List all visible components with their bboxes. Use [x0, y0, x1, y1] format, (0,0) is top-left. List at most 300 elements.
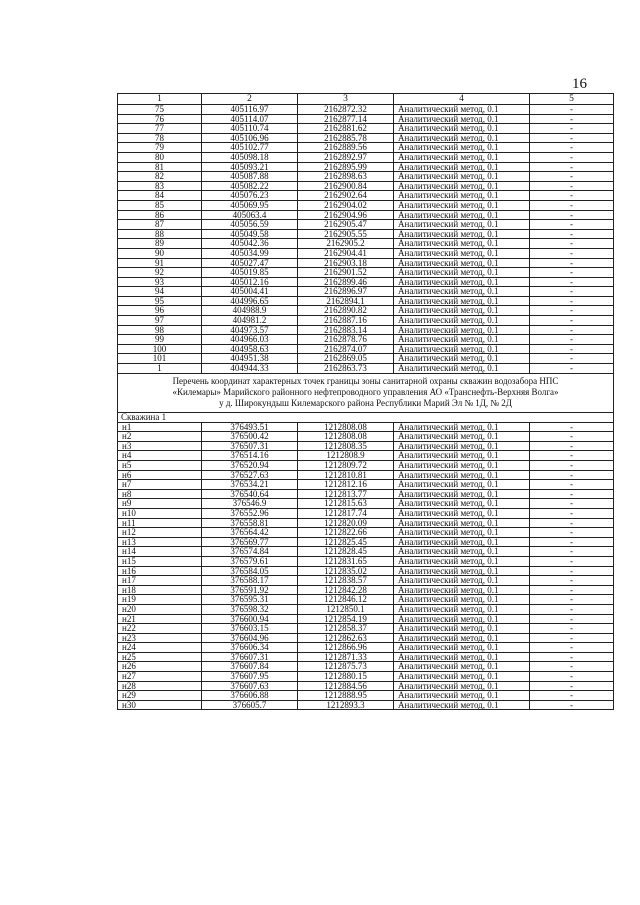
table-cell: - [530, 114, 614, 124]
table-cell: 405063.4 [202, 210, 298, 220]
table-cell: 1212846.12 [298, 595, 394, 605]
table-cell: н29 [118, 691, 202, 701]
table-cell: 86 [118, 210, 202, 220]
table-cell: - [530, 143, 614, 153]
table-cell: 405027.47 [202, 258, 298, 268]
table-cell: 98 [118, 325, 202, 335]
table-cell: - [530, 133, 614, 143]
table-cell: - [530, 210, 614, 220]
table-cell: - [530, 643, 614, 653]
table-row [118, 556, 614, 566]
table-cell: 2162903.18 [298, 258, 394, 268]
table-cell: 376534.21 [202, 480, 298, 490]
table-cell: 376558.81 [202, 518, 298, 528]
table-cell: 404966.03 [202, 335, 298, 345]
table-row [118, 480, 614, 490]
table-cell: 405056.59 [202, 220, 298, 230]
table-row [118, 248, 614, 258]
table-cell: 81 [118, 162, 202, 172]
table-row [118, 220, 614, 230]
table-cell: 1212815.63 [298, 499, 394, 509]
table-cell: 1212825.45 [298, 537, 394, 547]
table-cell: н8 [118, 489, 202, 499]
table-cell: н26 [118, 662, 202, 672]
table-cell: - [530, 239, 614, 249]
table-cell: 2162900.84 [298, 181, 394, 191]
table-row [118, 604, 614, 614]
table-cell: - [530, 672, 614, 682]
table-cell: 2162877.14 [298, 114, 394, 124]
table-cell: 2162883.14 [298, 325, 394, 335]
table-row [118, 210, 614, 220]
table-cell: 2162901.52 [298, 268, 394, 278]
table-cell: Аналитический метод, 0.1 [394, 489, 530, 499]
table-cell: Аналитический метод, 0.1 [394, 162, 530, 172]
table-cell: - [530, 451, 614, 461]
table-cell: Аналитический метод, 0.1 [394, 595, 530, 605]
table-cell: - [530, 172, 614, 182]
table-cell: 1212831.65 [298, 556, 394, 566]
table-cell: 2162899.46 [298, 277, 394, 287]
table-cell: 1212808.08 [298, 422, 394, 432]
table-cell: - [530, 354, 614, 364]
table-cell: 1212866.96 [298, 643, 394, 653]
table-row [118, 595, 614, 605]
table-cell: 1212858.37 [298, 624, 394, 634]
table-cell: 1212808.08 [298, 432, 394, 442]
table-cell: 376598.32 [202, 604, 298, 614]
table-cell: н19 [118, 595, 202, 605]
table-cell: Аналитический метод, 0.1 [394, 287, 530, 297]
table-cell: н7 [118, 480, 202, 490]
coordinates-table-body [118, 94, 614, 710]
table-row [118, 451, 614, 461]
table-cell: Аналитический метод, 0.1 [394, 633, 530, 643]
table-cell: 405034.99 [202, 248, 298, 258]
table-cell: Аналитический метод, 0.1 [394, 181, 530, 191]
table-cell: н16 [118, 566, 202, 576]
table-cell: Аналитический метод, 0.1 [394, 461, 530, 471]
table-cell: 1212871.33 [298, 652, 394, 662]
table-cell: 376607.95 [202, 672, 298, 682]
table-cell: - [530, 652, 614, 662]
table-cell: 405082.22 [202, 181, 298, 191]
table-cell: Аналитический метод, 0.1 [394, 614, 530, 624]
table-cell: 76 [118, 114, 202, 124]
table-row [118, 441, 614, 451]
table-cell: - [530, 152, 614, 162]
table-cell: - [530, 200, 614, 210]
table-cell: 376588.17 [202, 576, 298, 586]
table-cell: 376574.84 [202, 547, 298, 557]
table-cell: 83 [118, 181, 202, 191]
table-cell: - [530, 489, 614, 499]
table-cell: Аналитический метод, 0.1 [394, 268, 530, 278]
table-cell: н30 [118, 700, 202, 710]
table-cell: - [530, 470, 614, 480]
table-cell: Аналитический метод, 0.1 [394, 537, 530, 547]
table-cell: - [530, 325, 614, 335]
table-row [118, 691, 614, 701]
table-row [118, 316, 614, 326]
table-cell: - [530, 422, 614, 432]
table-cell: - [530, 306, 614, 316]
table-cell: 405069.95 [202, 200, 298, 210]
table-cell: н5 [118, 461, 202, 471]
table-cell: 2162905.47 [298, 220, 394, 230]
table-cell: 2162892.97 [298, 152, 394, 162]
table-cell: н3 [118, 441, 202, 451]
table-cell: 2162889.56 [298, 143, 394, 153]
table-cell: Аналитический метод, 0.1 [394, 210, 530, 220]
table-cell: н13 [118, 537, 202, 547]
section-label-row [118, 412, 614, 422]
table-cell: - [530, 220, 614, 230]
table-row [118, 643, 614, 653]
table-cell: 404951.38 [202, 354, 298, 364]
table-cell: 84 [118, 191, 202, 201]
table-row [118, 461, 614, 471]
table-row [118, 162, 614, 172]
table-row [118, 614, 614, 624]
table-row [118, 277, 614, 287]
table-row [118, 325, 614, 335]
table-cell: Аналитический метод, 0.1 [394, 700, 530, 710]
table-row [118, 105, 614, 115]
table-cell: 1212875.73 [298, 662, 394, 672]
table-cell: Аналитический метод, 0.1 [394, 152, 530, 162]
table-cell: 87 [118, 220, 202, 230]
table-row [118, 652, 614, 662]
table-cell: 2162878.76 [298, 335, 394, 345]
table-cell: 1212810.81 [298, 470, 394, 480]
table-row [118, 287, 614, 297]
table-cell: - [530, 585, 614, 595]
table-cell: - [530, 700, 614, 710]
table-cell: Аналитический метод, 0.1 [394, 528, 530, 538]
table-cell: 1212850.1 [298, 604, 394, 614]
table-row [118, 335, 614, 345]
table-cell: - [530, 547, 614, 557]
table-cell: 2162904.96 [298, 210, 394, 220]
table-row [118, 124, 614, 134]
table-cell: 91 [118, 258, 202, 268]
table-cell: Аналитический метод, 0.1 [394, 229, 530, 239]
table-cell: 376569.77 [202, 537, 298, 547]
table-cell: 79 [118, 143, 202, 153]
table-cell: - [530, 344, 614, 354]
header-cell: 4 [394, 94, 530, 105]
table-cell: - [530, 162, 614, 172]
table-cell: Аналитический метод, 0.1 [394, 672, 530, 682]
table-cell: 376591.92 [202, 585, 298, 595]
table-cell: 376579.61 [202, 556, 298, 566]
table-cell: 2162863.73 [298, 364, 394, 374]
table-cell: Аналитический метод, 0.1 [394, 354, 530, 364]
table-cell: Аналитический метод, 0.1 [394, 518, 530, 528]
table-cell: - [530, 181, 614, 191]
table-cell: 78 [118, 133, 202, 143]
table-cell: Аналитический метод, 0.1 [394, 652, 530, 662]
table-cell: - [530, 556, 614, 566]
table-cell: 1212842.28 [298, 585, 394, 595]
table-cell: 404973.57 [202, 325, 298, 335]
table-row [118, 191, 614, 201]
table-cell: н14 [118, 547, 202, 557]
table-cell: 405093.21 [202, 162, 298, 172]
table-cell: н4 [118, 451, 202, 461]
table-cell: - [530, 681, 614, 691]
table-row [118, 306, 614, 316]
table-cell: 376604.96 [202, 633, 298, 643]
table-cell: н9 [118, 499, 202, 509]
table-cell: н12 [118, 528, 202, 538]
table-cell: 1212813.77 [298, 489, 394, 499]
table-cell: Аналитический метод, 0.1 [394, 499, 530, 509]
table-cell: 2162881.62 [298, 124, 394, 134]
table-cell: 88 [118, 229, 202, 239]
table-cell: н23 [118, 633, 202, 643]
table-cell: Аналитический метод, 0.1 [394, 566, 530, 576]
table-cell: 1212888.95 [298, 691, 394, 701]
table-row [118, 700, 614, 710]
table-row [118, 499, 614, 509]
table-cell: н20 [118, 604, 202, 614]
table-cell: н27 [118, 672, 202, 682]
table-cell: 2162905.2 [298, 239, 394, 249]
table-cell: - [530, 335, 614, 345]
table-cell: Аналитический метод, 0.1 [394, 576, 530, 586]
table-row [118, 681, 614, 691]
table-cell: - [530, 624, 614, 634]
table-cell: Аналитический метод, 0.1 [394, 441, 530, 451]
table-cell: - [530, 124, 614, 134]
header-cell: 1 [118, 94, 202, 105]
table-row [118, 344, 614, 354]
table-cell: 89 [118, 239, 202, 249]
table-cell: Аналитический метод, 0.1 [394, 143, 530, 153]
table-cell: н1 [118, 422, 202, 432]
table-cell: 1212808.9 [298, 451, 394, 461]
table-cell: 376606.34 [202, 643, 298, 653]
table-cell: 90 [118, 248, 202, 258]
table-row [118, 576, 614, 586]
table-cell: 2162894.1 [298, 296, 394, 306]
table-cell: 1212838.57 [298, 576, 394, 586]
table-cell: - [530, 432, 614, 442]
table-cell: Аналитический метод, 0.1 [394, 662, 530, 672]
table-cell: Аналитический метод, 0.1 [394, 316, 530, 326]
table-cell: Аналитический метод, 0.1 [394, 643, 530, 653]
table-cell: н6 [118, 470, 202, 480]
table-cell: Аналитический метод, 0.1 [394, 556, 530, 566]
header-cell: 5 [530, 94, 614, 105]
table-row [118, 537, 614, 547]
table-cell: 101 [118, 354, 202, 364]
table-cell: 1212809.72 [298, 461, 394, 471]
table-cell: 405114.07 [202, 114, 298, 124]
table-cell: 99 [118, 335, 202, 345]
table-cell: 404996.65 [202, 296, 298, 306]
table-cell: Аналитический метод, 0.1 [394, 220, 530, 230]
table-cell: - [530, 229, 614, 239]
table-cell: 376527.63 [202, 470, 298, 480]
table-cell: 85 [118, 200, 202, 210]
section-caption-row [118, 373, 614, 412]
table-cell: Аналитический метод, 0.1 [394, 470, 530, 480]
table-row [118, 633, 614, 643]
table-cell: 1212893.3 [298, 700, 394, 710]
table-cell: Аналитический метод, 0.1 [394, 306, 530, 316]
table-row [118, 152, 614, 162]
table-cell: 376605.7 [202, 700, 298, 710]
table-cell: 405004.41 [202, 287, 298, 297]
table-cell: 1212880.15 [298, 672, 394, 682]
table-cell: - [530, 633, 614, 643]
table-cell: 376546.9 [202, 499, 298, 509]
table-row [118, 585, 614, 595]
table-row [118, 528, 614, 538]
table-cell: Аналитический метод, 0.1 [394, 422, 530, 432]
table-cell: 2162895.99 [298, 162, 394, 172]
table-cell: Аналитический метод, 0.1 [394, 296, 530, 306]
section-caption [118, 373, 614, 412]
table-cell: 77 [118, 124, 202, 134]
table-cell: 376603.15 [202, 624, 298, 634]
table-cell: Аналитический метод, 0.1 [394, 105, 530, 115]
table-cell: н11 [118, 518, 202, 528]
table-cell: н24 [118, 643, 202, 653]
table-cell: Аналитический метод, 0.1 [394, 547, 530, 557]
table-cell: 376493.51 [202, 422, 298, 432]
table-cell: - [530, 364, 614, 374]
table-cell: 405087.88 [202, 172, 298, 182]
table-cell: - [530, 499, 614, 509]
table-cell: 376607.63 [202, 681, 298, 691]
table-cell: 1212828.45 [298, 547, 394, 557]
table-cell: 405102.77 [202, 143, 298, 153]
table-row [118, 624, 614, 634]
table-row [118, 364, 614, 374]
table-cell: 2162905.55 [298, 229, 394, 239]
table-cell: Аналитический метод, 0.1 [394, 200, 530, 210]
table-cell: Аналитический метод, 0.1 [394, 432, 530, 442]
table-cell: 376584.05 [202, 566, 298, 576]
header-cell: 2 [202, 94, 298, 105]
table-cell: 405042.36 [202, 239, 298, 249]
table-row [118, 662, 614, 672]
table-cell: 405110.74 [202, 124, 298, 134]
table-row [118, 239, 614, 249]
table-cell: - [530, 691, 614, 701]
table-row [118, 200, 614, 210]
table-cell: 405012.16 [202, 277, 298, 287]
table-cell: 95 [118, 296, 202, 306]
table-cell: 376500.42 [202, 432, 298, 442]
table-cell: Аналитический метод, 0.1 [394, 585, 530, 595]
page-number: 16 [572, 76, 587, 92]
table-cell: 2162904.41 [298, 248, 394, 258]
table-row [118, 133, 614, 143]
table-cell: 2162898.63 [298, 172, 394, 182]
caption-line: «Килемары» Марийского районного нефтепроводного управления АО «Транснефть-Верхняя Волга» [172, 386, 559, 397]
table-cell: - [530, 191, 614, 201]
table-cell: 405106.96 [202, 133, 298, 143]
table-cell: 2162902.64 [298, 191, 394, 201]
table-cell: - [530, 518, 614, 528]
table-cell: Аналитический метод, 0.1 [394, 335, 530, 345]
table-cell: - [530, 614, 614, 624]
table-cell: 405098.18 [202, 152, 298, 162]
table-cell: н2 [118, 432, 202, 442]
table-cell: 1212854.19 [298, 614, 394, 624]
table-cell: - [530, 480, 614, 490]
table-cell: Аналитический метод, 0.1 [394, 681, 530, 691]
table-cell: Аналитический метод, 0.1 [394, 239, 530, 249]
section-label: Скважина 1 [118, 412, 614, 422]
table-cell: Аналитический метод, 0.1 [394, 124, 530, 134]
table-cell: 93 [118, 277, 202, 287]
table-cell: - [530, 576, 614, 586]
table-cell: - [530, 537, 614, 547]
table-cell: н15 [118, 556, 202, 566]
table-cell: 404988.9 [202, 306, 298, 316]
table-cell: - [530, 296, 614, 306]
table-cell: н18 [118, 585, 202, 595]
table-cell: 376595.31 [202, 595, 298, 605]
table-cell: 376600.94 [202, 614, 298, 624]
table-cell: 1212817.74 [298, 508, 394, 518]
caption-line: Перечень координат характерных точек границы зоны санитарной охраны скважин водозабора НПС [172, 375, 559, 386]
table-cell: н22 [118, 624, 202, 634]
table-cell: 405049.58 [202, 229, 298, 239]
table-cell: 2162874.07 [298, 344, 394, 354]
header-cell: 3 [298, 94, 394, 105]
table-cell: 1212884.56 [298, 681, 394, 691]
table-cell: 376564.42 [202, 528, 298, 538]
table-cell: - [530, 662, 614, 672]
table-cell: - [530, 441, 614, 451]
table-cell: Аналитический метод, 0.1 [394, 604, 530, 614]
table-cell: Аналитический метод, 0.1 [394, 691, 530, 701]
table-cell: 376607.31 [202, 652, 298, 662]
coordinates-table [117, 93, 614, 710]
table-cell: 1212820.09 [298, 518, 394, 528]
table-row [118, 547, 614, 557]
table-row [118, 489, 614, 499]
table-cell: 405116.97 [202, 105, 298, 115]
table-cell: - [530, 258, 614, 268]
table-cell: 96 [118, 306, 202, 316]
table-cell: 94 [118, 287, 202, 297]
table-cell: - [530, 268, 614, 278]
table-cell: 1212812.16 [298, 480, 394, 490]
table-row [118, 354, 614, 364]
table-cell: 2162896.97 [298, 287, 394, 297]
table-row [118, 566, 614, 576]
table-cell: 405019.85 [202, 268, 298, 278]
table-cell: 404958.63 [202, 344, 298, 354]
caption-line: у д. Широкундыш Килемарского района Республики Марий Эл № 1Д, № 2Д [219, 397, 512, 408]
table-cell: - [530, 604, 614, 614]
table-cell: 97 [118, 316, 202, 326]
table-cell: - [530, 316, 614, 326]
table-cell: 2162890.82 [298, 306, 394, 316]
table-cell: - [530, 277, 614, 287]
table-cell: 100 [118, 344, 202, 354]
table-cell: 376606.88 [202, 691, 298, 701]
table-cell: Аналитический метод, 0.1 [394, 277, 530, 287]
